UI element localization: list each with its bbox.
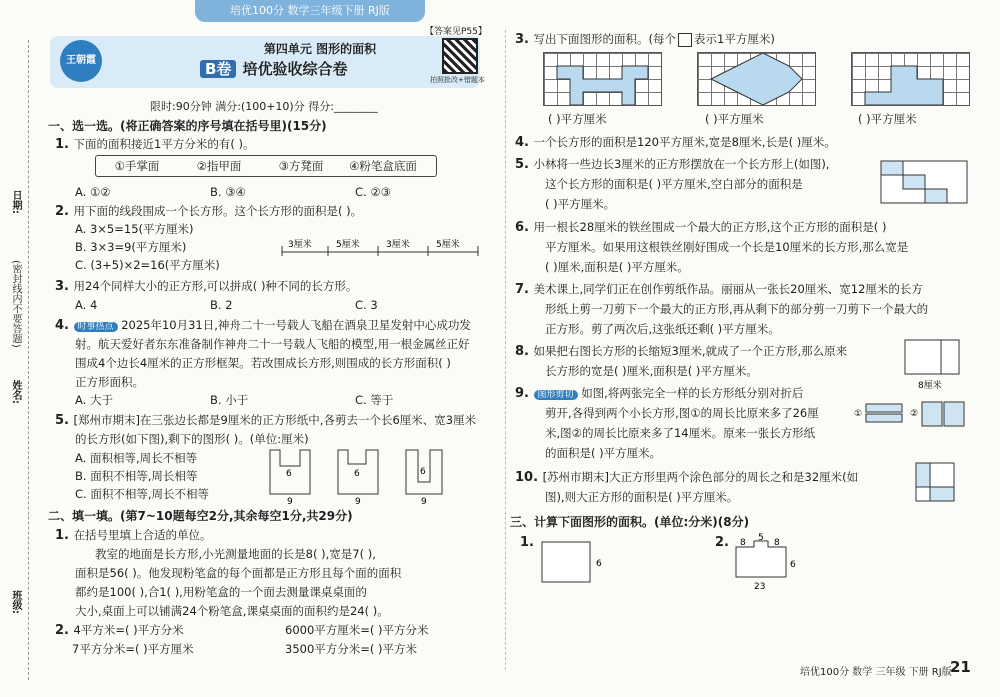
q3-blank-2: ( )平方厘米: [705, 112, 764, 126]
q2-segments-figure: [280, 236, 480, 258]
r7-line-3: 正方形。剪了两次后,这张纸还剩( )平方厘米。: [545, 322, 780, 336]
class-label: 班级:: [10, 590, 21, 614]
q1-item-4: ④粉笔盒底面: [349, 159, 417, 173]
calc-2-dim-2: 5: [758, 533, 764, 543]
question-r8: 8. 如果把右图长方形的长缩短3厘米,就成了一个正方形,那么原来: [515, 344, 848, 359]
q1-item-3: ③方凳面: [278, 159, 324, 173]
brand-logo: 王朝霞: [60, 40, 102, 82]
volume-tag: B卷: [200, 60, 236, 78]
q1-items-box: [95, 155, 437, 177]
r6-line-2: 平方厘米。如果用这根铁丝刚好围成一个长是10厘米的长方形,那么宽是: [545, 240, 909, 254]
q1-option-c: C. ②③: [355, 185, 391, 199]
q2-option-a: A. 3×5=15(平方厘米): [75, 222, 194, 236]
shape-2: [698, 53, 815, 105]
question-r4: 4. 一个长方形的面积是120平方厘米,宽是8厘米,长是( )厘米。: [515, 135, 836, 150]
seal-line: [28, 40, 29, 680]
r9-figure: [852, 398, 972, 432]
q4-line-4: 正方形面积。: [75, 375, 144, 389]
scan-note: 拍照批改+错题本: [430, 76, 485, 84]
question-1-2: 2. 用下面的线段围成一个长方形。这个长方形的面积是( )。: [55, 204, 363, 219]
q5-line-2: 的长方形(如下图),剩下的图形( )。(单位:厘米): [75, 432, 309, 446]
shape-3: [852, 53, 969, 105]
q1-option-b: B. ③④: [210, 185, 246, 199]
q3-option-a: A. 4: [75, 298, 98, 312]
question-r3: 3. 写出下面图形的面积。(每个 表示1平方厘米): [515, 32, 775, 47]
q5-fig1-dim-6: 6: [286, 469, 292, 479]
question-r9: 9. 图形剪切 如图,将两张完全一样的长方形纸分别对折后: [515, 386, 804, 401]
seal-note: (密封线内不要答题): [10, 260, 21, 348]
seg-label-3: 3厘米: [386, 240, 410, 250]
exam-meta: 限时:90分钟 满分:(100+10)分 得分:________: [150, 100, 378, 113]
q2-option-c: C. (3+5)×2=16(平方厘米): [75, 258, 220, 272]
q1-item-2: ②指甲面: [196, 159, 242, 173]
q4-line-2: 射。航天爱好者东东准备制作神舟二十一号载人飞船的模型,用一根金属丝正好: [75, 337, 470, 351]
area-grid-3: [851, 52, 970, 106]
q4-line-3: 围成4个边长4厘米的正方形框架。若改围成长方形,则围成的长方形面积( ): [75, 356, 451, 370]
q2-option-b: B. 3×3=9(平方厘米): [75, 240, 187, 254]
q5-option-a: A. 面积相等,周长不相等: [75, 451, 198, 465]
r9-line-2: 剪开,各得到两个小长方形,图①的周长比原来多了26厘: [545, 406, 819, 420]
q3-blank-1: ( )平方厘米: [548, 112, 607, 126]
unit-square-icon: [678, 33, 692, 47]
r8-line-2: 长方形的宽是( )厘米,面积是( )平方厘米。: [545, 364, 758, 378]
calc-1-figure: [540, 540, 610, 588]
f1-line-3: 都约是100( ),合1( ),用粉笔盒的一个面去测量课桌桌面的: [75, 585, 367, 599]
unit-title: 第四单元 图形的面积: [263, 42, 377, 56]
q5-fig1-dim-9: 9: [287, 497, 293, 507]
f2-item-c: 7平方分米=( )平方厘米: [72, 642, 194, 656]
f2-item-d: 3500平方分米=( )平方米: [285, 642, 418, 656]
f1-line-4: 大小,桌面上可以铺满24个粉笔盒,课桌桌面的面积约是24( )。: [75, 604, 389, 618]
q4-option-a: A. 大于: [75, 393, 113, 407]
question-1-4: 4. 时事热点 2025年10月31日,神舟二十一号载人飞船在酒泉卫星发射中心成功发: [55, 318, 471, 333]
q5-fig2-dim-9: 9: [355, 497, 361, 507]
q5-fig2-dim-6: 6: [354, 469, 360, 479]
section-3-title: 三、计算下面图形的面积。(单位:分米)(8分): [510, 515, 750, 529]
q3-option-b: B. 2: [210, 298, 233, 312]
fill-question-1: 1. 在括号里填上合适的单位。: [55, 528, 212, 543]
top-banner: 培优100分 数学三年级下册 RJ版: [195, 0, 425, 22]
r5-figure: [880, 160, 970, 206]
r5-line-3: ( )平方厘米。: [545, 197, 616, 211]
q3-blank-3: ( )平方厘米: [858, 112, 917, 126]
date-label: 日期:: [10, 190, 21, 214]
footer-text: 培优100分 数学 三年级 下册 RJ版: [800, 667, 952, 678]
shape-1: [544, 53, 661, 105]
fill-question-2: 2. 4平方米=( )平方分米: [55, 623, 184, 638]
volume-title: [200, 58, 347, 79]
column-divider: [505, 30, 506, 670]
question-1-5: 5. [郑州市期末]在三张边长都是9厘米的正方形纸中,各剪去一个长6厘米、宽3厘米: [55, 413, 477, 428]
section-2-title: 二、填一填。(第7~10题每空2分,其余每空1分,共29分): [48, 509, 353, 523]
question-r7: 7. 美术课上,同学们正在创作剪纸作品。丽丽从一张长20厘米、宽12厘米的长方: [515, 282, 923, 297]
q5-option-c: C. 面积不相等,周长不相等: [75, 487, 209, 501]
area-grid-1: [543, 52, 662, 106]
q4-option-b: B. 小于: [210, 393, 249, 407]
q5-fig3-dim-9: 9: [421, 497, 427, 507]
page-number: 21: [950, 658, 971, 676]
question-r10: 10. [苏州市期末]大正方形里两个涂色部分的周长之和是32厘米(如: [515, 470, 859, 485]
r9-fig-label-2: ②: [910, 409, 919, 419]
qr-code-icon[interactable]: [442, 38, 478, 74]
f2-item-b: 6000平方厘米=( )平方分米: [285, 623, 429, 637]
calc-1-dim: 6: [596, 559, 602, 569]
volume-name: 培优验收综合卷: [242, 60, 348, 78]
r8-dim-label: 8厘米: [918, 381, 942, 391]
r10-figure: [915, 462, 957, 504]
q5-figures: [262, 446, 482, 508]
calc-2-number: 2.: [715, 535, 729, 550]
r9-line-4: 的面积是( )平方厘米。: [545, 446, 662, 460]
calc-2-dim-3: 8: [774, 538, 780, 548]
r10-line-2: 图),则大正方形的面积是( )平方厘米。: [545, 490, 739, 504]
seg-label-2: 5厘米: [336, 240, 360, 250]
q5-option-b: B. 面积不相等,周长相等: [75, 469, 198, 483]
seg-label-1: 3厘米: [288, 240, 312, 250]
question-r6: 6. 用一根长28厘米的铁丝围成一个最大的正方形,这个正方形的面积是( ): [515, 220, 887, 235]
r6-line-3: ( )厘米,面积是( )平方厘米。: [545, 260, 689, 274]
q3-option-c: C. 3: [355, 298, 378, 312]
calc-2-dim-4: 6: [790, 560, 796, 570]
question-1-3: 3. 用24个同样大小的正方形,可以拼成( )种不同的长方形。: [55, 279, 358, 294]
calc-2-dim-5: 23: [754, 582, 766, 592]
section-1-title: 一、选一选。(将正确答案的序号填在括号里)(15分): [48, 119, 327, 133]
calc-1-number: 1.: [520, 535, 534, 550]
r5-line-2: 这个长方形的面积是( )平方厘米,空白部分的面积是: [545, 177, 803, 191]
f1-line-2: 面积是56( )。他发现粉笔盒的每个面都是正方形且每个面的面积: [75, 566, 402, 580]
seg-label-4: 5厘米: [436, 240, 460, 250]
f1-line-1: 教室的地面是长方形,小光测量地面的长是8( ),宽是7( ),: [95, 547, 376, 561]
q1-option-a: A. ①②: [75, 185, 111, 199]
r7-line-2: 形纸上剪一刀剪下一个最大的正方形,再从剩下的部分剪一刀剪下一个最大的: [545, 302, 929, 316]
calc-2-dim-1: 8: [740, 538, 746, 548]
q1-item-1: ①手掌面: [114, 159, 160, 173]
r9-line-3: 米,图②的周长比原来多了14厘米。原来一张长方形纸: [545, 426, 816, 440]
question-1-1: 1. 下面的面积接近1平方分米的有( )。: [55, 137, 255, 152]
question-r5: 5. 小林将一些边长3厘米的正方形摆放在一个长方形上(如图),: [515, 157, 830, 172]
q5-fig3-dim-6: 6: [420, 467, 426, 477]
calc-2-figure: [728, 533, 808, 593]
name-label: 姓名:: [10, 380, 21, 404]
r8-figure: [903, 338, 963, 392]
q4-option-c: C. 等于: [355, 393, 394, 407]
answer-note: 【答案见P55】: [425, 27, 487, 37]
area-grid-2: [697, 52, 816, 106]
r9-fig-label-1: ①: [854, 409, 863, 419]
